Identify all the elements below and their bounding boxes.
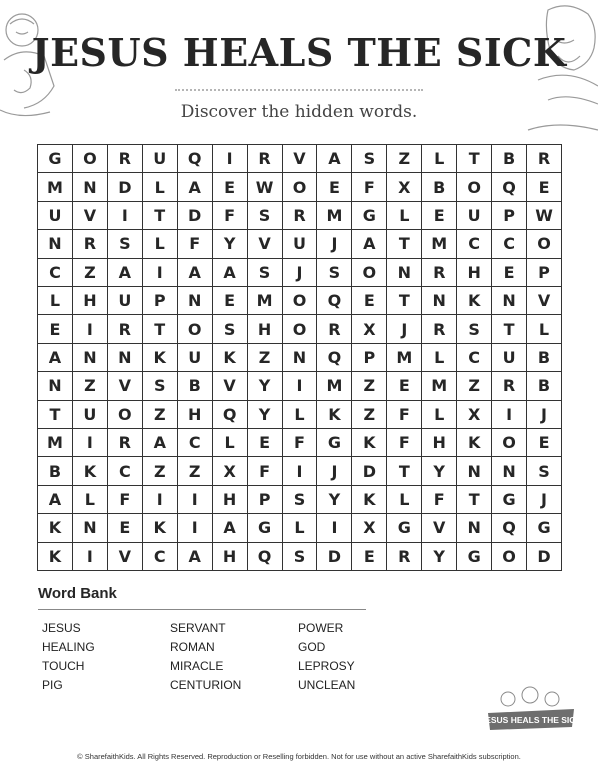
grid-cell: S [248,202,283,230]
grid-cell: I [73,429,108,457]
grid-cell: Y [248,372,283,400]
grid-cell: S [457,315,492,343]
grid-cell: F [178,230,213,258]
grid-cell: O [283,315,318,343]
grid-cell: N [38,230,73,258]
grid-cell: C [457,230,492,258]
grid-cell: N [387,259,422,287]
grid-cell: R [492,372,527,400]
grid-cell: Z [73,259,108,287]
grid-cell: O [492,543,527,571]
grid-cell: F [352,173,387,201]
grid-cell: G [492,486,527,514]
grid-cell: U [143,145,178,173]
word-bank-item: JESUS [42,621,81,635]
grid-cell: V [213,372,248,400]
grid-cell: J [317,457,352,485]
grid-cell: A [143,429,178,457]
grid-cell: N [422,287,457,315]
grid-cell: L [283,514,318,542]
word-bank-item: HEALING [42,640,95,654]
grid-cell: G [38,145,73,173]
grid-cell: T [143,202,178,230]
grid-cell: Z [143,401,178,429]
grid-cell: I [73,315,108,343]
grid-cell: N [492,457,527,485]
grid-cell: V [108,543,143,571]
grid-cell: O [283,173,318,201]
word-bank-item: POWER [298,621,344,635]
grid-cell: O [352,259,387,287]
grid-cell: T [457,486,492,514]
grid-cell: V [73,202,108,230]
grid-cell: J [527,486,562,514]
grid-cell: H [457,259,492,287]
grid-cell: E [108,514,143,542]
grid-cell: N [73,173,108,201]
grid-cell: M [422,372,457,400]
grid-cell: E [352,287,387,315]
jesus-heals-the-sick-badge [480,683,582,733]
grid-cell: R [422,259,457,287]
grid-cell: U [457,202,492,230]
grid-cell: M [317,372,352,400]
grid-cell: V [422,514,457,542]
grid-cell: A [108,259,143,287]
grid-cell: T [492,315,527,343]
grid-cell: K [38,543,73,571]
grid-cell: B [38,457,73,485]
grid-cell: S [108,230,143,258]
grid-cell: E [527,173,562,201]
grid-cell: E [527,429,562,457]
grid-cell: N [178,287,213,315]
grid-cell: S [352,145,387,173]
grid-cell: P [527,259,562,287]
grid-cell: Q [492,173,527,201]
word-bank-list [42,619,372,695]
grid-cell: L [527,315,562,343]
word-search-grid [37,144,562,571]
grid-cell: N [73,514,108,542]
grid-cell: C [108,457,143,485]
grid-cell: Q [317,344,352,372]
grid-cell: W [248,173,283,201]
grid-cell: T [387,287,422,315]
grid-cell: I [108,202,143,230]
grid-cell: U [492,344,527,372]
grid-cell: R [527,145,562,173]
instructions: Discover the hidden words. [180,102,418,122]
grid-cell: F [387,429,422,457]
grid-cell: R [108,315,143,343]
grid-cell: F [283,429,318,457]
grid-cell: Z [143,457,178,485]
grid-cell: U [73,401,108,429]
grid-cell: O [492,429,527,457]
grid-cell: C [38,259,73,287]
grid-cell: N [283,344,318,372]
grid-cell: B [527,344,562,372]
grid-cell: M [387,344,422,372]
word-bank-item: GOD [298,640,326,654]
grid-cell: M [422,230,457,258]
grid-cell: I [73,543,108,571]
grid-cell: L [73,486,108,514]
grid-cell: J [317,230,352,258]
grid-cell: A [38,486,73,514]
grid-cell: H [213,486,248,514]
grid-cell: C [492,230,527,258]
grid-cell: K [317,401,352,429]
grid-cell: G [457,543,492,571]
grid-cell: H [178,401,213,429]
grid-cell: A [178,543,213,571]
grid-cell: Z [248,344,283,372]
grid-cell: H [422,429,457,457]
grid-cell: I [178,486,213,514]
grid-cell: J [527,401,562,429]
grid-cell: L [213,429,248,457]
grid-cell: E [248,429,283,457]
grid-cell: Q [213,401,248,429]
word-bank-item: ROMAN [170,640,215,654]
grid-cell: P [143,287,178,315]
copyright-footer: © SharefaithKids. All Rights Reserved. Reproduction or Reselling forbidden. Not for use without an active SharefaithKids subscription. [77,752,521,761]
word-bank-item: LEPROSY [298,659,355,673]
grid-cell: V [108,372,143,400]
grid-cell: F [422,486,457,514]
grid-cell: E [38,315,73,343]
grid-cell: B [527,372,562,400]
grid-cell: T [38,401,73,429]
grid-cell: S [248,259,283,287]
grid-cell: C [178,429,213,457]
grid-cell: G [527,514,562,542]
word-bank-divider [38,609,366,610]
grid-cell: K [143,344,178,372]
grid-cell: K [213,344,248,372]
grid-cell: O [178,315,213,343]
word-bank-item: CENTURION [170,678,242,692]
grid-cell: D [527,543,562,571]
grid-cell: H [213,543,248,571]
grid-cell: A [38,344,73,372]
grid-cell: A [178,173,213,201]
word-bank-title: Word Bank [38,585,117,602]
grid-cell: S [527,457,562,485]
grid-cell: K [352,429,387,457]
grid-cell: B [492,145,527,173]
grid-cell: V [248,230,283,258]
grid-cell: D [352,457,387,485]
grid-cell: I [492,401,527,429]
grid-cell: C [143,543,178,571]
grid-cell: B [422,173,457,201]
grid-cell: L [387,202,422,230]
grid-cell: K [457,429,492,457]
grid-cell: D [317,543,352,571]
grid-cell: R [108,429,143,457]
grid-cell: Y [213,230,248,258]
grid-cell: R [387,543,422,571]
word-bank-item: TOUCH [42,659,85,673]
badge-text: JESUS HEALS THE SICK [480,715,582,725]
grid-cell: P [248,486,283,514]
grid-cell: O [527,230,562,258]
page-title: JESUS HEALS THE SICK [31,30,567,75]
grid-cell: Z [352,401,387,429]
grid-cell: U [108,287,143,315]
grid-cell: F [108,486,143,514]
word-bank-item: PIG [42,678,63,692]
grid-cell: A [178,259,213,287]
grid-cell: U [38,202,73,230]
grid-cell: I [178,514,213,542]
grid-cell: R [248,145,283,173]
grid-cell: H [248,315,283,343]
grid-cell: X [213,457,248,485]
grid-cell: Q [178,145,213,173]
grid-cell: A [352,230,387,258]
grid-cell: L [422,401,457,429]
grid-cell: D [108,173,143,201]
grid-cell: Y [422,457,457,485]
grid-cell: Z [178,457,213,485]
grid-cell: O [457,173,492,201]
grid-cell: E [422,202,457,230]
grid-cell: E [213,287,248,315]
grid-cell: R [422,315,457,343]
grid-cell: K [143,514,178,542]
grid-cell: M [38,429,73,457]
grid-cell: L [38,287,73,315]
grid-cell: S [143,372,178,400]
grid-cell: L [422,145,457,173]
grid-cell: H [73,287,108,315]
grid-cell: W [527,202,562,230]
grid-cell: T [143,315,178,343]
grid-cell: U [283,230,318,258]
grid-cell: I [143,486,178,514]
grid-cell: A [213,514,248,542]
grid-cell: L [283,401,318,429]
grid-cell: V [527,287,562,315]
grid-cell: S [283,543,318,571]
grid-cell: Q [492,514,527,542]
grid-cell: X [352,315,387,343]
grid-cell: F [387,401,422,429]
grid-cell: M [248,287,283,315]
grid-cell: B [178,372,213,400]
grid-cell: Q [248,543,283,571]
grid-cell: J [387,315,422,343]
grid-cell: I [317,514,352,542]
grid-cell: N [457,457,492,485]
grid-cell: R [317,315,352,343]
grid-cell: G [352,202,387,230]
grid-cell: L [387,486,422,514]
grid-cell: Z [352,372,387,400]
grid-cell: F [248,457,283,485]
grid-cell: U [178,344,213,372]
grid-cell: S [283,486,318,514]
grid-cell: P [492,202,527,230]
grid-cell: R [283,202,318,230]
grid-cell: A [317,145,352,173]
grid-cell: X [387,173,422,201]
title-divider [175,89,423,91]
grid-cell: Q [317,287,352,315]
grid-cell: C [457,344,492,372]
grid-cell: T [387,230,422,258]
grid-cell: Z [73,372,108,400]
grid-cell: D [178,202,213,230]
grid-cell: I [283,372,318,400]
grid-cell: R [108,145,143,173]
grid-cell: G [387,514,422,542]
grid-cell: F [213,202,248,230]
grid-cell: S [317,259,352,287]
grid-cell: E [387,372,422,400]
word-bank-item: SERVANT [170,621,226,635]
grid-cell: I [283,457,318,485]
grid-cell: E [317,173,352,201]
word-bank-item: MIRACLE [170,659,224,673]
grid-cell: I [143,259,178,287]
grid-cell: K [352,486,387,514]
grid-cell: J [283,259,318,287]
grid-cell: K [457,287,492,315]
grid-cell: T [457,145,492,173]
grid-cell: O [283,287,318,315]
grid-cell: Z [457,372,492,400]
grid-cell: V [283,145,318,173]
grid-cell: G [317,429,352,457]
grid-cell: T [387,457,422,485]
grid-cell: A [213,259,248,287]
grid-cell: E [492,259,527,287]
grid-cell: G [248,514,283,542]
grid-cell: Y [317,486,352,514]
grid-cell: K [73,457,108,485]
grid-cell: Y [422,543,457,571]
grid-cell: E [213,173,248,201]
grid-cell: Z [387,145,422,173]
grid-cell: Y [248,401,283,429]
grid-cell: X [352,514,387,542]
grid-cell: K [38,514,73,542]
grid-cell: L [143,230,178,258]
grid-cell: S [213,315,248,343]
grid-cell: X [457,401,492,429]
grid-cell: N [73,344,108,372]
grid-cell: M [38,173,73,201]
grid-cell: P [352,344,387,372]
grid-cell: N [457,514,492,542]
grid-cell: E [352,543,387,571]
grid-cell: M [317,202,352,230]
grid-cell: O [73,145,108,173]
grid-cell: N [492,287,527,315]
grid-cell: L [422,344,457,372]
grid-cell: N [108,344,143,372]
word-bank-item: UNCLEAN [298,678,356,692]
grid-cell: R [73,230,108,258]
grid-cell: N [38,372,73,400]
grid-cell: L [143,173,178,201]
grid-cell: O [108,401,143,429]
grid-cell: I [213,145,248,173]
